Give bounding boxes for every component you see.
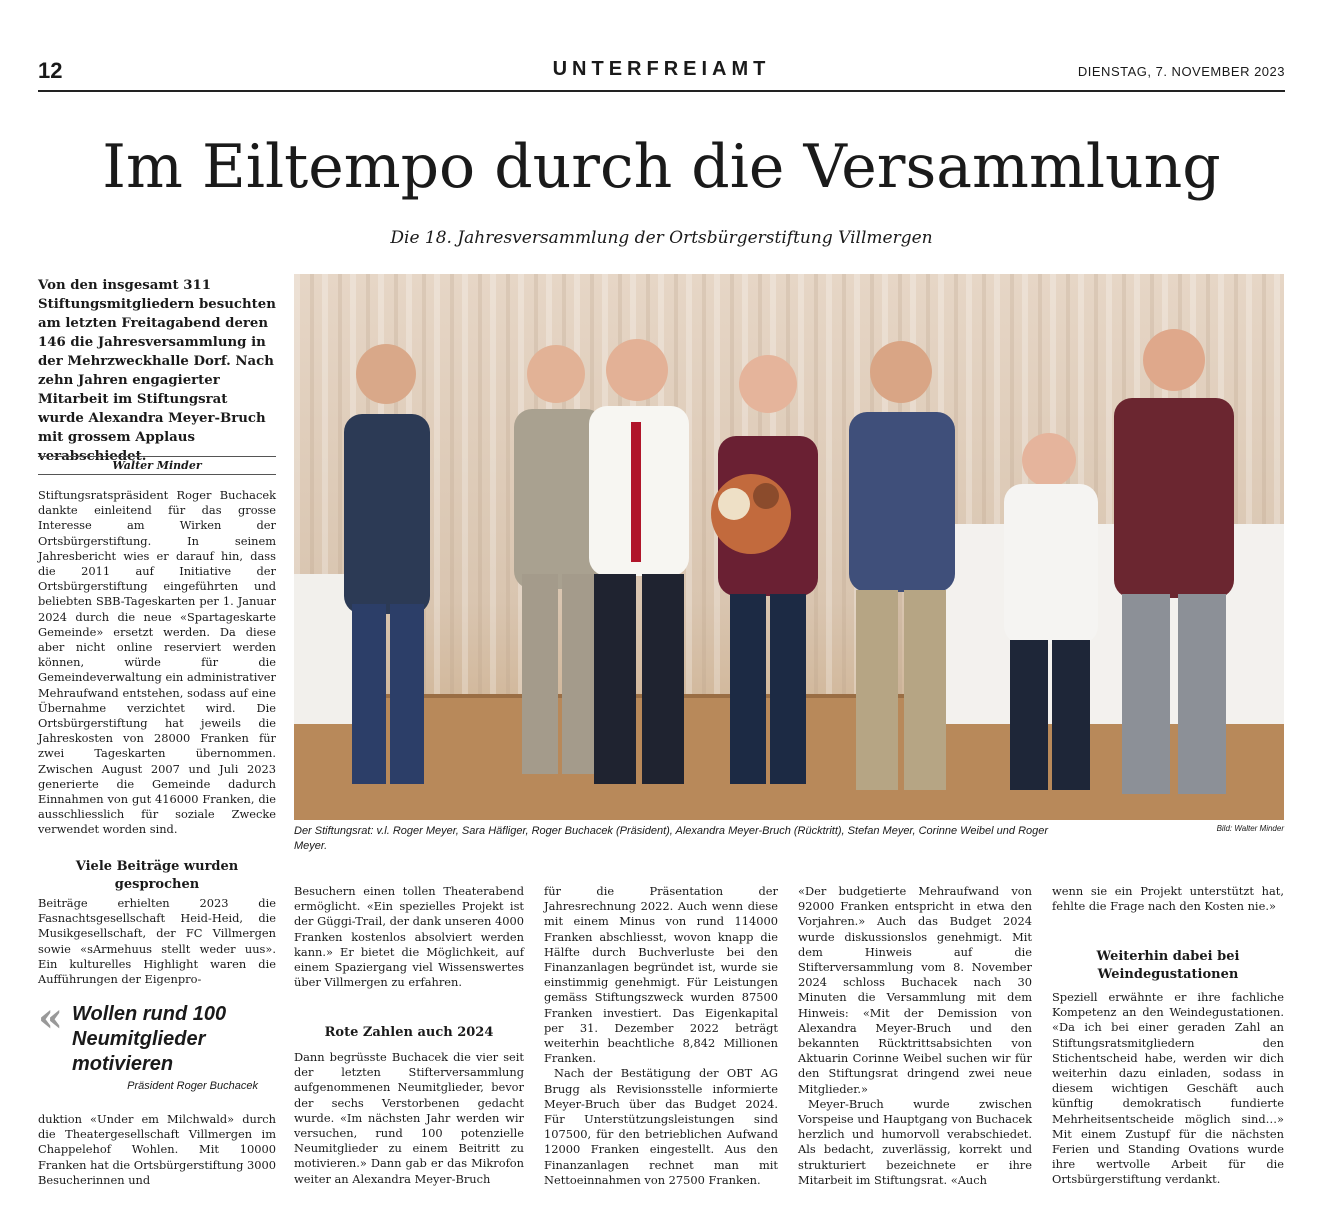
- section-heading-red-numbers: Rote Zahlen auch 2024: [324, 1025, 494, 1040]
- byline: Walter Minder: [38, 456, 276, 475]
- lead-paragraph: Von den insgesamt 311 Stiftungsmitgliedern besuchten am letzten Freitagabend deren 146 die Jahresversammlung in der Mehrzweckhalle Dorf. Nach zehn Jahren engagierter Mitarbeit im Stiftungsrat wurde Alexandra Meyer-Bruch mit grossem Applaus verabschiedet.: [38, 278, 276, 464]
- group-photo: [294, 274, 1284, 820]
- paragraph: «Der budgetierte Mehraufwand von 92000 Franken entspricht in etwa den Vorjahren.» Auch das Budget 2024 wurde diskussionslos genehmigt. Mit dem Hinweis auf die Stifterversammlung vom 8. November 2024 schloss Buchacek nach 30 Minuten die Versammlung mit dem Hinweis: «Mit der Demission von Alexandra Meyer-Bruch und den bekannten Rücktrittsabsichten von Aktuarin Corinne Weibel suchen wir für den Stiftungsrat dringend zwei neue Mitglieder.»: [798, 884, 1032, 1096]
- paragraph: für die Präsentation der Jahresrechnung 2022. Auch wenn diese mit einem Minus von rund 114000 Franken abschliesst, wovon knapp die Hälfte durch Buchverluste bei den Finanzanlagen begründet ist, wurde sie einstimmig genehmigt. Für Leistungen gemäss Stiftungszweck wurden 87500 Franken investiert. Das Eigenkapital per 31. Dezember 2022 beträgt weiterhin beachtliche 8,842 Millionen Franken.: [544, 884, 778, 1066]
- body-column-5b: Speziell erwähnte er ihre fachliche Kompetenz an den Weindegustationen. «Da ich bei einer geraden Zahl an Stiftungsratsmitgliedern den Stichentscheid habe, werden wir dich weiterhin dazu einladen, sodass in diesem wichtigen Geschäft auch künftig demokratisch fundierte Mehrheitsentscheide möglich sind…» Mit einem Zustupf für die nächsten Ferien und Standing Ovations wurde ihre wertvolle Arbeit für die Ortsbürgerstiftung verdankt.: [1052, 990, 1284, 1187]
- body-column-2a: Besuchern einen tollen Theaterabend ermöglicht. «Ein spezielles Projekt ist der Güggi-Trail, der dank unseren 4000 Franken kostenlos absolviert werden kann.» Er bietet die Möglichkeit, auf einem Spaziergang viel Wissenswertes über Villmergen zu erfahren.: [294, 884, 524, 990]
- body-column-3: [544, 884, 778, 1188]
- body-column-1b: Beiträge erhielten 2023 die Fasnachtsgesellschaft Heid-Heid, die Musikgesellschaft, der FC Villmergen sowie «sArmehuus stellt weder uus». Ein kulturelles Highlight waren die Aufführungen der Eigenpro-: [38, 896, 276, 987]
- subheadline: Die 18. Jahresversammlung der Ortsbürgerstiftung Villmergen: [390, 228, 933, 248]
- paragraph: Meyer-Bruch wurde zwischen Vorspeise und Hauptgang von Buchacek herzlich und humorvoll verabschiedet. Als bedacht, zuverlässig, korrekt und strukturiert bezeichnete er ihre Mitarbeit im Stiftungsrat. «Auch: [798, 1096, 1032, 1187]
- quote-author: Präsident Roger Buchacek: [127, 1080, 258, 1092]
- quote-mark-icon: «: [38, 994, 63, 1041]
- body-column-1: Stiftungsratspräsident Roger Buchacek dankte einleitend für das grosse Interesse am Wirken der Ortsbürgerstiftung. In seinem Jahresbericht wies er darauf hin, dass die 2011 auf Initiative der Ortsbürgerstiftung eingeführten und beliebten SBB-Tageskarten per 1. Januar 2024 durch die neue «Spartageskarte Gemeinde» ersetzt werden. Da diese aber nicht online reserviert werden können, würde für die Gemeindeverwaltung ein administrativer Mehraufwand entstehen, sodass auf eine Übernahme verzichtet wird. Die Ortsbürgerstiftung hat jeweils die Jahreskosten von 28000 Franken für zwei Tageskarten übernommen. Zwischen August 2007 und Juli 2023 generierte die Gemeinde dadurch Einnahmen von gut 416000 Franken, die ausschliesslich für soziale Zwecke verwendet worden sind.: [38, 488, 276, 837]
- section-title: UNTERFREIAMT: [552, 58, 771, 80]
- photo-credit: Bild: Walter Minder: [1216, 824, 1284, 833]
- headline: Im Eiltempo durch die Versammlung: [102, 132, 1221, 202]
- section-heading-wine-tasting: Weiterhin dabei bei Weindegustationen: [1096, 949, 1240, 982]
- body-column-1c: duktion «Under em Milchwald» durch die Theatergesellschaft Villmergen im Chappelehof Wohlen. Mit 10000 Franken hat die Ortsbürgerstiftung 3000 Besucherinnen und: [38, 1112, 276, 1187]
- page-header: [38, 56, 1285, 92]
- paragraph: Nach der Bestätigung der OBT AG Brugg als Revisionsstelle informierte Meyer-Bruch über das Budget 2024. Für Unterstützungsleistungen sind 107500, für den betrieblichen Aufwand 12000 Franken eingestellt. Aus den Finanzanlagen rechnet man mit Nettoeinnahmen von 27500 Franken.: [544, 1066, 778, 1187]
- body-column-2b: Dann begrüsste Buchacek die vier seit der letzten Stifterversammlung aufgenommenen Neumitglieder, bevor der sechs Verstorbenen gedacht wurde. «Im nächsten Jahr werden wir versuchen, rund 100 potenzielle Neumitglieder zu einem Beitritt zu motivieren.» Dann gab er das Mikrofon weiter an Alexandra Meyer-Bruch: [294, 1050, 524, 1186]
- quote-text: Wollen rund 100 Neumitglieder motivieren: [72, 1003, 227, 1075]
- issue-date: DIENSTAG, 7. NOVEMBER 2023: [1077, 64, 1285, 79]
- page-number: 12: [38, 58, 63, 83]
- section-heading-contributions: Viele Beiträge wurden gesprochen: [75, 859, 239, 892]
- body-column-5a: wenn sie ein Projekt unterstützt hat, fehlte die Frage nach den Kosten nie.»: [1052, 884, 1284, 914]
- body-column-4: [798, 884, 1032, 1188]
- photo-caption: Der Stiftungsrat: v.l. Roger Meyer, Sara Häfliger, Roger Buchacek (Präsident), Alexandra Meyer-Bruch (Rücktritt), Stefan Meyer, Corinne Weibel und Roger Meyer.: [294, 825, 1049, 852]
- pull-quote: [38, 994, 276, 1106]
